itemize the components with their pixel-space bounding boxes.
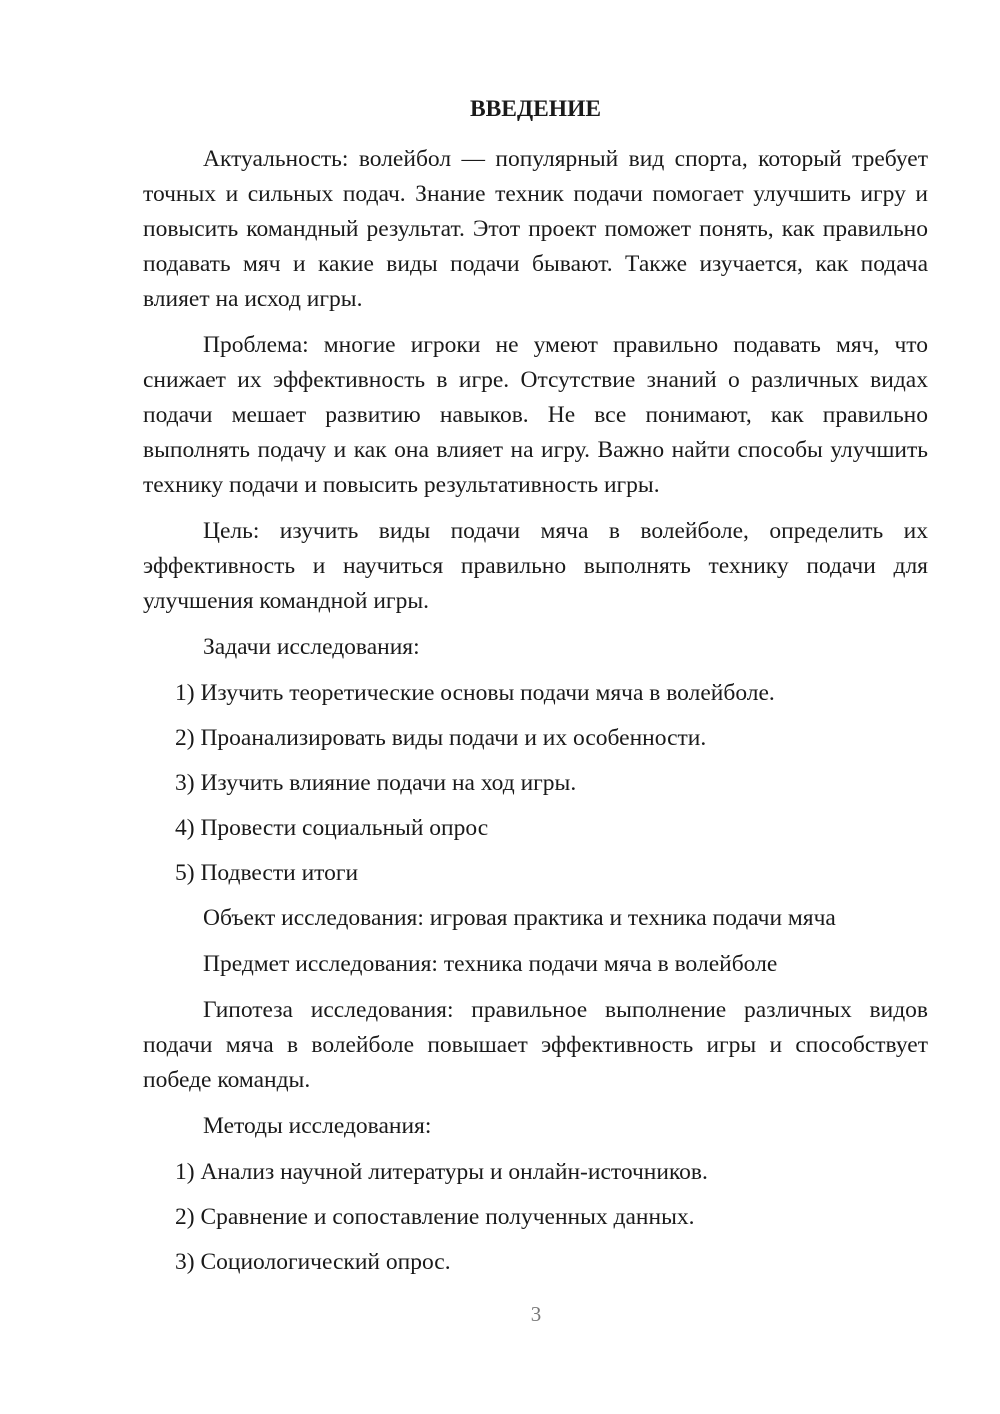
- task-item: 4) Провести социальный опрос: [175, 815, 489, 841]
- subject-paragraph: Предмет исследования: техника подачи мяча в волейболе: [203, 951, 778, 977]
- task-item: 2) Проанализировать виды подачи и их особенности.: [175, 725, 707, 751]
- hypothesis-paragraph: Гипотеза исследования: правильное выполнение различных видов подачи мяча в волейболе повышает эффективность игры и способствует победе команды.: [143, 997, 928, 1093]
- problem-paragraph: Проблема: многие игроки не умеют правильно подавать мяч, что снижает их эффективность в игре. Отсутствие знаний о различных видах подачи мешает развитию навыков. Не все понимают, как правильно выполнять подачу и как она влияет на игру. Важно найти способы улучшить технику подачи и повысить результативность игры.: [143, 332, 928, 498]
- document-page: [143, 92, 928, 1290]
- page-number: 3: [530, 1302, 542, 1326]
- task-item: 3) Изучить влияние подачи на ход игры.: [175, 770, 577, 796]
- method-item: 3) Социологический опрос.: [175, 1249, 451, 1275]
- methods-heading: Методы исследования:: [203, 1113, 432, 1139]
- method-item: 1) Анализ научной литературы и онлайн-источников.: [175, 1159, 708, 1185]
- task-item: 5) Подвести итоги: [175, 860, 359, 886]
- object-paragraph: Объект исследования: игровая практика и техника подачи мяча: [203, 905, 836, 931]
- goal-paragraph: Цель: изучить виды подачи мяча в волейболе, определить их эффективность и научиться правильно выполнять технику подачи для улучшения командной игры.: [143, 518, 928, 614]
- relevance-paragraph: Актуальность: волейбол — популярный вид спорта, который требует точных и сильных подач. Знание техник подачи помогает улучшить игру и повысить командный результат. Этот проект поможет понять, как правильно подавать мяч и какие виды подачи бывают. Также изучается, как подача влияет на исход игры.: [143, 146, 928, 312]
- section-title: ВВЕДЕНИЕ: [469, 96, 602, 122]
- tasks-heading: Задачи исследования:: [203, 634, 420, 660]
- method-item: 2) Сравнение и сопоставление полученных данных.: [175, 1204, 695, 1230]
- task-item: 1) Изучить теоретические основы подачи мяча в волейболе.: [175, 680, 775, 706]
